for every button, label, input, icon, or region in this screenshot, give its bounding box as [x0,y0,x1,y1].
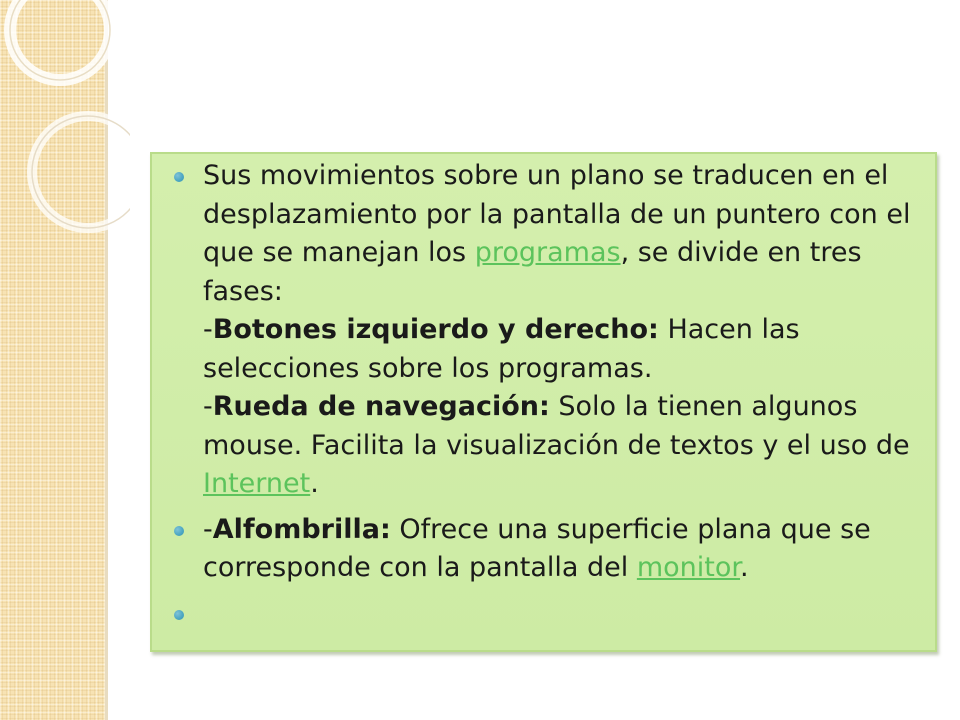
link-programas[interactable]: programas [474,237,621,268]
bullet-item-empty [170,595,925,633]
bullet-text [203,157,925,504]
dash-2: - [203,391,213,422]
bullet-text-empty [203,595,925,633]
deco-circle-bottom [32,116,130,228]
link-internet[interactable]: Internet [203,468,311,499]
bullet-list [170,157,925,640]
heading-botones: Botones izquierdo y derecho: [212,314,659,345]
end-period-2: . [740,552,749,583]
dash-3: - [203,513,213,545]
content-box [150,152,937,652]
alfombrilla-description: Ofrece una superficie plana que se corresponde con la pantalla del [203,513,871,583]
bullet-after-link-text: , se divide en tres fases: [203,237,862,307]
link-monitor[interactable]: monitor [636,552,741,583]
bullet-dot-icon [174,172,184,182]
end-period-1: . [310,468,319,499]
heading-rueda: Rueda de navegación: [212,391,550,422]
bullet-item-mouse [170,157,925,504]
dash-1: - [203,314,213,345]
bullet-intro-text: Sus movimientos sobre un plano se traducen en el desplazamiento por la pantalla de un puntero con el que se manejan los [203,160,911,268]
bullet-item-alfombrilla [170,511,925,588]
bullet-dot-icon [174,526,184,536]
decorative-circles [0,0,130,260]
heading-alfombrilla: Alfombrilla: [212,513,391,545]
botones-description: Hacen las selecciones sobre los programas. [203,314,800,384]
bullet-text [203,511,925,588]
rueda-description: Solo la tienen algunos mouse. Facilita la visualización de textos y el uso de [203,391,910,461]
deco-circle-top [10,0,110,80]
bullet-dot-icon [174,610,184,620]
